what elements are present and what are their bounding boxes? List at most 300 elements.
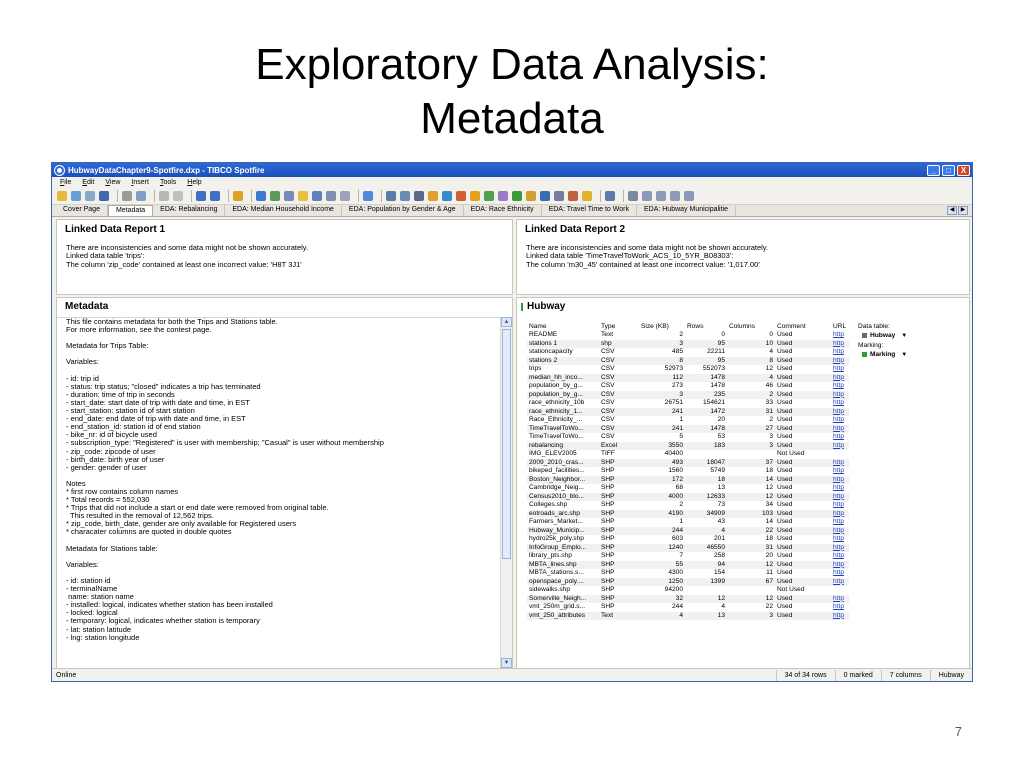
cell-comment: Used [777,348,793,355]
cell-url[interactable]: http [833,603,844,610]
cell-url[interactable]: http [831,544,849,553]
table-row[interactable] [527,569,849,578]
maximize-button[interactable]: □ [942,165,955,176]
cell-rows: 12 [685,595,727,604]
cell-columns: 4 [727,374,775,383]
cell-columns: 0 [769,331,773,338]
cell-size: 68 [675,484,683,491]
tab-eda-travel-time-to-work[interactable]: EDA: Travel Time to Work [542,205,637,216]
cell-url[interactable]: http [831,459,849,468]
cell-url[interactable]: http [833,399,844,406]
box-plot-icon[interactable] [582,191,592,201]
tab-eda-rebalancing[interactable]: EDA: Rebalancing [153,205,225,216]
table-row[interactable] [527,340,849,349]
cell-url[interactable]: http [833,467,844,474]
cell-url[interactable]: http [833,535,844,542]
maximize-viz-icon[interactable] [684,191,694,201]
metadata-panel [56,297,513,669]
cell-url[interactable]: http [831,425,849,434]
map-chart-icon[interactable] [512,191,522,201]
cell-url[interactable]: http [833,484,844,491]
cell-name: stations 2 [527,357,599,366]
cell-type: CSV [599,425,639,434]
table-row[interactable] [527,484,849,493]
metadata-line: - gender: gender of user [66,462,147,472]
cell-comment: Used [775,374,831,383]
cell-columns: 12 [727,595,775,604]
cell-type: SHP [601,501,615,508]
cell-columns: 2 [727,391,775,400]
menu-file[interactable]: File [60,179,72,186]
cell-type: Excel [599,442,639,451]
spotfire-app-icon [55,166,64,175]
back-icon[interactable] [233,191,243,201]
tab-scroll-left-icon[interactable]: ◀ [947,206,957,215]
cell-rows: 154621 [702,399,725,406]
cell-type: SHP [599,544,639,553]
crosstable-viz-icon[interactable] [400,191,410,201]
redo-icon[interactable] [210,191,220,201]
table-body [527,331,849,620]
cell-name: vmt_250_attributes [527,612,599,621]
toolbar-separator [600,190,601,202]
table-row[interactable] [527,416,849,425]
linked-report-2-line: Linked data table 'TimeTravelToWork_ACS_10_5YR_B08303': [526,251,734,261]
table-viz-icon[interactable] [386,191,396,201]
summary-table-icon[interactable] [568,191,578,201]
cell-size: 1 [679,416,683,423]
cell-size: 3 [639,340,685,349]
cell-rows [685,450,727,459]
cell-size: 172 [639,476,685,485]
cell-name: population_by_g... [529,382,583,389]
print-icon[interactable] [122,191,132,201]
metadata-line: Notes [66,478,86,488]
treemap-icon[interactable] [526,191,536,201]
cell-comment: Used [777,569,793,576]
cell-columns: 18 [765,467,773,474]
column-header-comment[interactable]: Comment [777,323,806,330]
cell-url[interactable]: http [833,348,844,355]
cell-name: stationcapacity [529,348,573,355]
status-row-count: 34 of 34 rows [776,670,835,681]
cell-size: 244 [639,527,685,536]
cell-size: 4000 [639,493,685,502]
tab-eda-race-ethnicity[interactable]: EDA: Race Ethnicity [464,205,542,216]
layout-icon[interactable] [642,191,652,201]
cell-type: Text [601,331,614,338]
cell-columns: 67 [727,578,775,587]
cell-name: eotroads_arc.shp [527,510,599,519]
cell-size: 32 [639,595,685,604]
table-row[interactable] [527,518,849,527]
cell-name: race_ethnicity_1... [527,408,599,417]
cell-size: 241 [639,425,685,434]
toolbar-separator [154,190,155,202]
cell-url[interactable]: http [831,493,849,502]
graphical-table-icon[interactable] [414,191,424,201]
cell-type: CSV [601,348,615,355]
metadata-line: - locked: logical [66,608,118,618]
cell-url [831,450,849,459]
data-table-label: Data table: [858,323,890,330]
cell-comment: Used [777,603,793,610]
cell-type: SHP [601,586,615,593]
cell-columns: 18 [765,535,773,542]
save-icon[interactable] [99,191,109,201]
status-bar [52,668,972,681]
data-table-dropdown[interactable] [862,332,968,339]
table-row[interactable] [527,408,849,417]
cell-url[interactable]: http [831,510,849,519]
cell-type: SHP [601,484,615,491]
cell-columns: 3 [769,433,773,440]
cell-comment: Used [775,510,831,519]
table-row[interactable] [527,467,849,476]
cell-comment: Used [775,612,831,621]
metadata-line: - lng: station longitude [66,632,140,642]
table-row[interactable] [527,552,849,561]
metadata-line: * first row contains column names [66,486,179,496]
cell-url[interactable]: http [833,433,844,440]
menu-help[interactable]: Help [187,179,202,186]
filter-icon[interactable] [256,191,266,201]
bookmark-icon[interactable] [284,191,294,201]
menu-view[interactable]: View [105,179,121,186]
scroll-up-icon[interactable]: ▲ [501,317,512,327]
status-marked-count: 0 marked [835,670,881,681]
cell-comment: Used [777,331,793,338]
column-header-url[interactable]: URL [833,323,847,330]
cell-size: 94200 [664,586,683,593]
table-row[interactable] [527,382,849,391]
linked-report-2-text [517,235,969,269]
metadata-text-area[interactable] [57,317,500,668]
cell-url[interactable]: http [833,569,844,576]
cell-rows: 5749 [710,467,725,474]
cell-rows: 95 [685,340,727,349]
cell-url[interactable]: http [831,340,849,349]
info-icon[interactable] [340,191,350,201]
cell-columns: 14 [765,518,773,525]
cell-rows [685,586,727,595]
cell-rows: 258 [713,552,725,559]
cell-size: 26751 [664,399,683,406]
cell-type: CSV [601,382,615,389]
cell-columns: 11 [766,569,773,576]
table-row[interactable] [527,391,849,400]
cell-url[interactable]: http [831,578,849,587]
cell-comment: Used [777,518,793,525]
cell-columns: 22 [727,527,775,536]
cell-url[interactable]: http [831,408,849,417]
toolbar [52,188,972,205]
split-horizontal-icon[interactable] [670,191,680,201]
metadata-line: - start_date: start date of trip with date and time, in EST [66,397,250,407]
table-row[interactable] [527,510,849,519]
cell-url[interactable]: http [831,561,849,570]
cell-comment: Used [775,357,831,366]
menu-edit[interactable]: Edit [82,179,95,186]
scrollbar-thumb[interactable] [502,329,511,559]
cell-rows: 183 [685,442,727,451]
cell-url[interactable]: http [833,382,844,389]
cell-name: TimeTravelToWo... [527,425,599,434]
undo-icon[interactable] [196,191,206,201]
cell-url[interactable]: http [831,595,849,604]
metadata-line [57,569,500,577]
cell-url[interactable]: http [831,357,849,366]
cell-type: SHP [599,578,639,587]
hubway-title: Hubway [517,298,969,312]
column-header-columns[interactable]: Columns [729,323,756,330]
cell-rows: 154 [713,569,725,576]
cell-rows: 43 [717,518,725,525]
cell-size: 273 [671,382,683,389]
column-header-size[interactable]: Size (KB) [641,323,669,330]
3d-scatter-icon[interactable] [498,191,508,201]
linked-data-report-1-panel [56,219,513,295]
tab-eda-median-household-income[interactable]: EDA: Median Household Income [225,205,342,216]
cell-size: 8 [639,357,685,366]
marking-dropdown[interactable] [862,351,968,358]
toolbar-separator [358,190,359,202]
table-row[interactable] [527,603,849,612]
cell-rows: 18047 [685,459,727,468]
chevron-down-icon: ▼ [901,351,908,358]
data-table-value: Hubway [870,332,896,339]
table-row[interactable] [527,612,849,621]
cell-size: 244 [671,603,683,610]
table-row[interactable] [527,357,849,366]
copy-icon[interactable] [159,191,169,201]
scatter-plot-icon[interactable] [484,191,494,201]
collab-icon[interactable] [326,191,336,201]
cell-name: bikeped_facilities... [529,467,585,474]
cell-type: SHP [601,603,615,610]
table-row[interactable] [527,586,849,595]
cell-url [831,586,849,595]
cell-rows: 22211 [707,348,725,355]
cell-name: Boston_Neighbor... [527,476,599,485]
cell-name: MBTA_lines.shp [527,561,599,570]
cell-columns: 31 [727,544,775,553]
column-header-rows[interactable]: Rows [687,323,704,330]
cell-name: trips [529,365,542,372]
scroll-down-icon[interactable]: ▼ [501,658,512,668]
column-header-name[interactable]: Name [529,323,547,330]
cell-type: SHP [599,459,639,468]
metadata-line: Variables: [66,357,99,367]
export-icon[interactable] [136,191,146,201]
settings-icon[interactable] [628,191,638,201]
cell-url[interactable]: http [833,501,844,508]
combo-chart-icon[interactable] [456,191,466,201]
table-row[interactable] [527,374,849,383]
hubway-data-table[interactable] [527,322,849,620]
cell-url[interactable]: http [831,476,849,485]
metadata-line: - start_station: station id of start station [66,406,195,416]
cell-comment: Used [775,527,831,536]
cell-type: SHP [599,493,639,502]
cell-url[interactable]: http [833,416,844,423]
cell-type: CSV [601,416,615,423]
tab-eda-population-by-gender-age[interactable]: EDA: Population by Gender & Age [342,205,464,216]
cell-comment: Used [777,552,793,559]
cell-columns: 3 [727,442,775,451]
linked-report-1-title: Linked Data Report 1 [65,224,166,235]
cell-comment: Used [777,467,793,474]
table-row[interactable] [527,595,849,604]
slide-title-line2: Metadata [420,94,604,143]
table-row[interactable] [527,535,849,544]
pie-chart-icon[interactable] [470,191,480,201]
table-row[interactable] [527,561,849,570]
cell-size: 4300 [668,569,683,576]
cell-type: SHP [599,561,639,570]
status-column-count: 7 columns [881,670,930,681]
table-row[interactable] [527,442,849,451]
open-icon[interactable] [57,191,67,201]
tab-cover-page[interactable]: Cover Page [56,205,108,216]
heat-map-icon[interactable] [540,191,550,201]
metadata-line: * Trips that did not include a start or end date were removed from original table. [66,503,329,513]
cell-columns [727,450,775,459]
table-row[interactable] [527,527,849,536]
cell-size: 493 [639,459,685,468]
cell-comment: Used [777,416,793,423]
cell-columns: 33 [765,399,773,406]
metadata-title: Metadata [65,301,109,312]
cell-size: 2 [679,331,683,338]
cell-rows: 13 [685,612,727,621]
menu-tools[interactable]: Tools [159,179,177,186]
cell-type: CSV [601,365,615,372]
cell-size: 52973 [664,365,683,372]
cell-url[interactable]: http [831,374,849,383]
cell-url[interactable]: http [831,612,849,621]
line-chart-icon[interactable] [442,191,452,201]
cell-columns: 37 [727,459,775,468]
slide-page-number: 7 [954,724,962,739]
text-area-icon[interactable] [605,191,615,201]
cell-url[interactable]: http [833,365,844,372]
tags-icon[interactable] [298,191,308,201]
cell-comment: Used [775,425,831,434]
cell-size: 112 [639,374,685,383]
cell-size: 40400 [664,450,683,457]
table-row[interactable] [527,501,849,510]
linked-report-1-text [57,235,512,269]
window-title: HubwayDataChapter9-Spotfire.dxp - TIBCO Spotfire [68,165,265,175]
cell-rows: 34909 [685,510,727,519]
table-row[interactable] [527,365,849,374]
bar-chart-icon[interactable] [428,191,438,201]
cell-size: 2 [679,501,683,508]
cell-comment: Used [775,561,831,570]
cell-columns: 10 [727,340,775,349]
table-row[interactable] [527,578,849,587]
table-row[interactable] [527,348,849,357]
cell-name: InfoGroup_Emplo... [527,544,599,553]
table-row[interactable] [527,493,849,502]
cell-name: Hubway_Municip... [527,527,599,536]
toolbar-separator [381,190,382,202]
cell-name: MBTA_stations.s... [529,569,584,576]
cell-url[interactable]: http [831,442,849,451]
cell-comment: Used [777,484,793,491]
cell-rows: 20 [717,416,725,423]
paste-icon[interactable] [173,191,183,201]
spotfire-window [51,162,973,682]
metadata-line [57,350,500,358]
cell-columns: 4 [769,348,773,355]
lists-icon[interactable] [312,191,322,201]
cell-type: SHP [599,527,639,536]
table-row[interactable] [527,399,849,408]
table-row[interactable] [527,476,849,485]
metadata-line: For more information, see the contest page. [66,325,212,335]
tab-metadata[interactable]: Metadata [108,205,153,216]
cell-comment: Used [775,544,831,553]
reload-icon[interactable] [85,191,95,201]
add-data-icon[interactable] [71,191,81,201]
toolbar-separator [623,190,624,202]
menu-insert[interactable]: Insert [131,179,149,186]
cell-rows: 95 [685,357,727,366]
cell-url[interactable]: http [833,331,844,338]
tab-eda-hubway-municipalities[interactable]: EDA: Hubway Municipalitie [637,205,736,216]
cell-url[interactable]: http [831,391,849,400]
cell-url[interactable]: http [833,518,844,525]
cell-type: SHP [599,476,639,485]
cell-name: TimeTravelToWo... [529,433,584,440]
table-row[interactable] [527,331,849,340]
cell-rows: 235 [685,391,727,400]
cell-size: 3550 [639,442,685,451]
close-button[interactable]: X [957,165,970,176]
cell-name: Cambridge_Neig... [529,484,584,491]
cell-name: rebalancing [527,442,599,451]
cell-comment: Used [775,476,831,485]
metadata-line: - temporary: logical, indicates whether station is temporary [66,616,260,626]
tab-scroll-right-icon[interactable]: ▶ [958,206,968,215]
split-vertical-icon[interactable] [656,191,666,201]
cell-size: 1560 [668,467,683,474]
cell-url[interactable]: http [833,552,844,559]
table-row[interactable] [527,544,849,553]
cell-url[interactable]: http [831,527,849,536]
details-icon[interactable] [270,191,280,201]
cell-columns [727,586,775,595]
metadata-scrollbar[interactable] [500,317,512,668]
metadata-line: Metadata for Stations table: [66,543,158,553]
cell-comment: Used [777,399,793,406]
table-row[interactable] [527,459,849,468]
new-page-icon[interactable] [363,191,373,201]
cell-rows: 1478 [710,382,725,389]
column-header-type[interactable]: Type [601,323,616,330]
table-row[interactable] [527,425,849,434]
cell-name: vmt_250m_grid.s... [529,603,586,610]
minimize-button[interactable]: _ [927,165,940,176]
cell-columns: 103 [727,510,775,519]
cell-size: 7 [679,552,683,559]
parallel-coordinates-icon[interactable] [554,191,564,201]
table-row[interactable] [527,433,849,442]
table-row[interactable] [527,450,849,459]
cell-type: CSV [599,374,639,383]
